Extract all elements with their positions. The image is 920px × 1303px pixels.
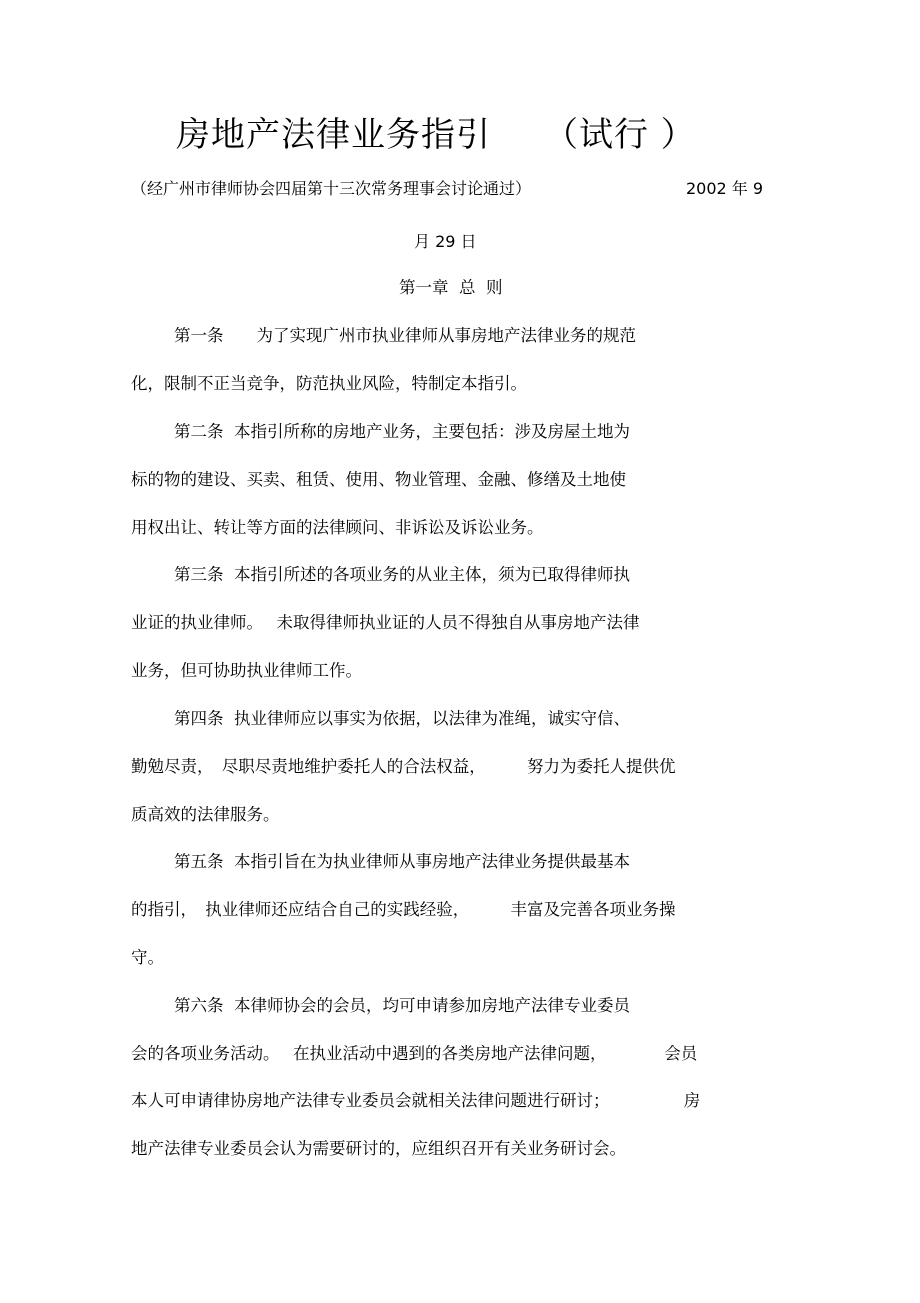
article-3-line-2: 业证的执业律师。 未取得律师执业证的人员不得独自从事房地产法律	[131, 613, 640, 632]
document-title: 房地产法律业务指引 （试行 ）	[176, 115, 696, 155]
article-1-line-2: 化，限制不正当竞争，防范执业风险，特制定本指引。	[131, 374, 527, 393]
article-5-line-2: 的指引， 执业律师还应结合自己的实践经验， 丰富及完善各项业务操	[131, 900, 676, 919]
subtitle-date: 2002 年 9	[686, 179, 764, 198]
article-5-line-1: 第五条 本指引旨在为执业律师从事房地产法律业务提供最基本	[174, 852, 630, 871]
article-6-line-3: 本人可申请律协房地产法律专业委员会就相关法律问题进行研讨； 房	[131, 1091, 701, 1110]
article-2-line-3: 用权出让、转让等方面的法律顾问、非诉讼及诉讼业务。	[131, 518, 544, 537]
article-5-line-3: 守。	[131, 948, 164, 967]
subtitle-approval-note: （经广州市律师协会四届第十三次常务理事会讨论通过）	[131, 179, 532, 198]
article-6-line-1: 第六条 本律师协会的会员，均可申请参加房地产法律专业委员	[174, 996, 630, 1015]
article-3-line-3: 业务，但可协助执业律师工作。	[131, 661, 362, 680]
article-4-line-1: 第四条 执业律师应以事实为依据，以法律为准绳，诚实守信、	[174, 709, 630, 728]
article-6-line-2: 会的各项业务活动。 在执业活动中遇到的各类房地产法律问题， 会员	[131, 1044, 698, 1063]
article-3-line-1: 第三条 本指引所述的各项业务的从业主体，须为已取得律师执	[174, 565, 630, 584]
chapter-heading: 第一章 总 则	[399, 278, 503, 297]
article-4-line-2: 勤勉尽责， 尽职尽责地维护委托人的合法权益， 努力为委托人提供优	[131, 757, 676, 776]
article-6-line-4: 地产法律专业委员会认为需要研讨的，应组织召开有关业务研讨会。	[131, 1139, 626, 1158]
subtitle-date-continued: 月 29 日	[414, 232, 477, 251]
article-2-line-2: 标的物的建设、买卖、租赁、使用、物业管理、金融、修缮及土地使	[131, 470, 626, 489]
article-2-line-1: 第二条 本指引所称的房地产业务，主要包括：涉及房屋土地为	[174, 422, 630, 441]
article-1-line-1: 第一条 为了实现广州市执业律师从事房地产法律业务的规范	[174, 326, 636, 345]
article-4-line-3: 质高效的法律服务。	[131, 805, 280, 824]
